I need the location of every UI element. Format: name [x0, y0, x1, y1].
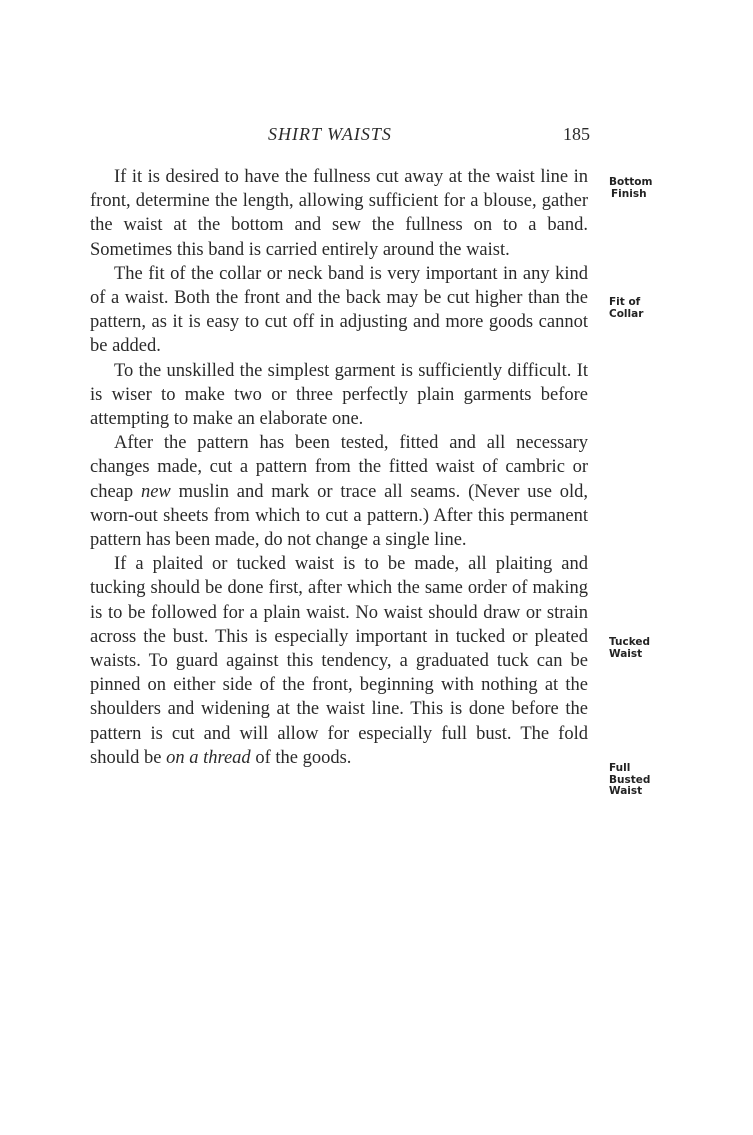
paragraph-pattern: [90, 431, 588, 552]
margin-note-bottom-finish: [609, 177, 652, 200]
paragraph-tucked-text-1: If a plaited or tucked waist is to be made, all plaiting and tucking should be done first, after which the same order of making is to be followed for a plain waist. No waist should draw or strain across the bust. This is especially important in tucked or pleated waists. To guard against this tendency, a graduated tuck can be pinned on either side of the front, beginning with nothing at the shoulders and widening at the waist line. This is done before the pattern is cut and will allow for especially full bust. The fold should be: [90, 554, 588, 768]
paragraph-pattern-text-2: muslin and mark or trace all seams. (Never use old, worn-out sheets from which to cut a pattern.) After this permanent pattern has been made, do not change a single line.: [90, 481, 588, 551]
margin-note-line: Busted: [609, 773, 651, 786]
margin-note-line: Waist: [609, 785, 643, 797]
paragraph-tucked-waist: [90, 552, 588, 770]
body-text: [90, 165, 588, 770]
margin-note-line: Full: [609, 762, 631, 774]
page-number: 185: [563, 124, 590, 144]
margin-note-line: Fit of: [609, 296, 641, 308]
paragraph-tucked-text-2: of the goods.: [250, 747, 352, 768]
margin-note-full-busted-waist: [609, 763, 650, 798]
paragraph-pattern-emphasis: new: [140, 481, 171, 502]
margin-note-fit-of-collar: [609, 297, 643, 320]
margin-note-line: Tucked: [609, 636, 651, 648]
paragraph-tucked-emphasis: on a thread: [166, 747, 251, 768]
paragraph-bottom-finish: If it is desired to have the fullness cut away at the waist line in front, determine the length, allowing sufficient for a blouse, gather the waist at the bottom and sew the fullness on to a band. Sometimes this band is carried entirely around the waist.: [90, 167, 588, 260]
page-header: [90, 124, 590, 148]
margin-note-line: Bottom: [609, 176, 653, 188]
margin-note-line: Waist: [609, 647, 643, 660]
margin-note-tucked-waist: [609, 637, 650, 660]
margin-note-line: Finish: [611, 187, 647, 200]
margin-note-line: Collar: [609, 307, 644, 320]
paragraph-pattern-text-1: After the pattern has been tested, fitted and all necessary changes made, cut a pattern from the fitted waist of cambric or cheap: [90, 433, 588, 502]
paragraph-fit-of-collar: The fit of the collar or neck band is very important in any kind of a waist. Both the front and the back may be cut higher than the pattern, as it is easy to cut off in adjusting and more goods cannot be added.: [90, 263, 588, 357]
paragraph-unskilled: To the unskilled the simplest garment is sufficiently difficult. It is wiser to make two or three perfectly plain garments before attempting to make an elaborate one.: [90, 360, 588, 430]
running-title: SHIRT WAISTS: [268, 124, 392, 144]
